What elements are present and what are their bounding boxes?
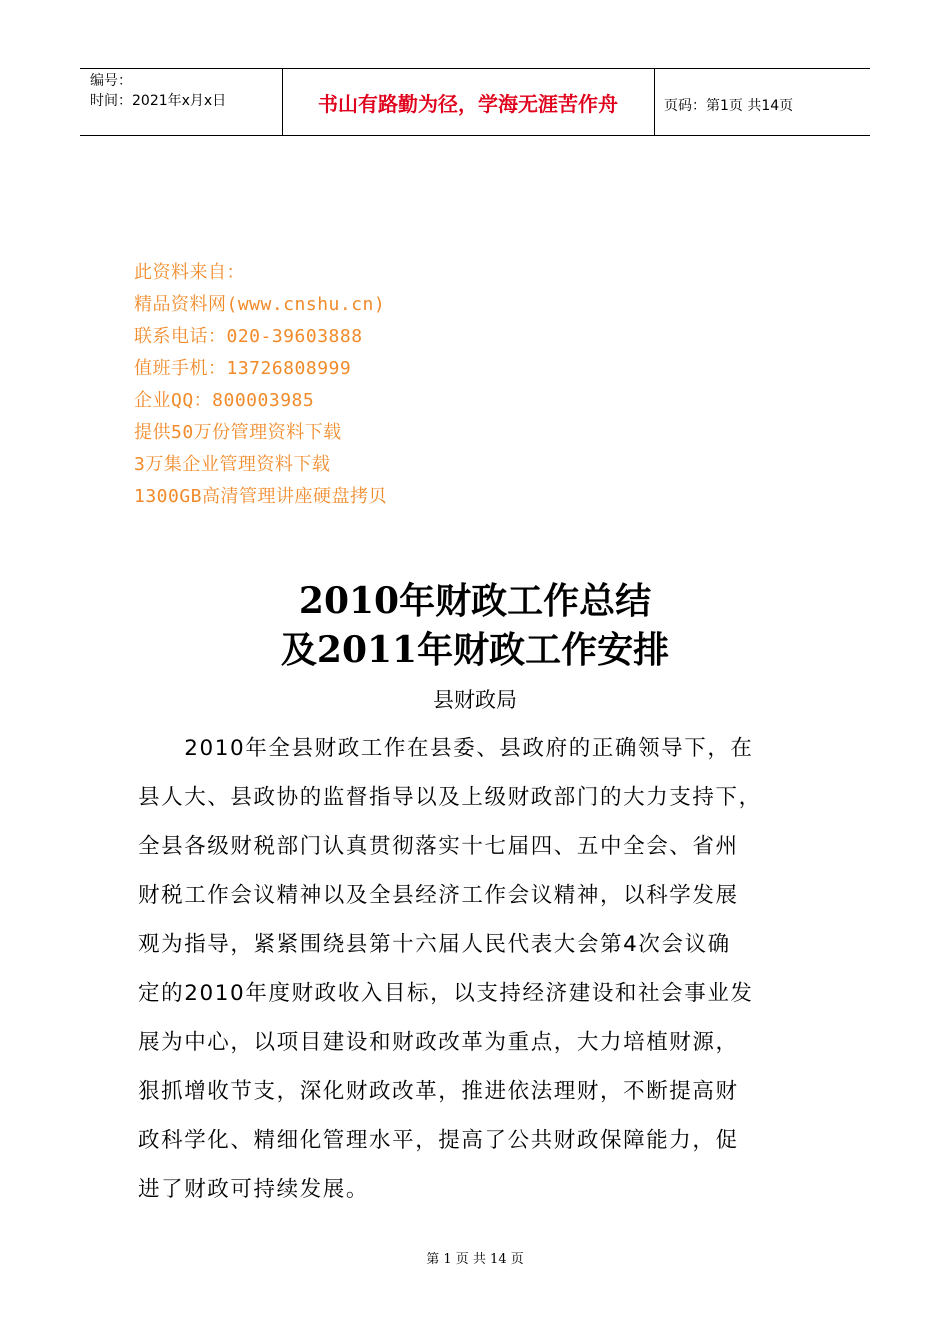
source-line: 1300GB高清管理讲座硬盘拷贝 bbox=[134, 486, 388, 507]
body-text-line: 观为指导，紧紧围绕县第十六届人民代表大会第4次会议确 bbox=[138, 932, 731, 957]
source-line: 提供50万份管理资料下载 bbox=[134, 422, 342, 443]
body-text-line: 县人大、县政协的监督指导以及上级财政部门的大力支持下， bbox=[138, 785, 762, 810]
source-line: 此资料来自： bbox=[134, 262, 245, 283]
header-motto: 书山有路勤为径，学海无涯苦作舟 bbox=[318, 92, 618, 116]
header-bottom-rule bbox=[80, 135, 870, 136]
document-author: 县财政局 bbox=[433, 688, 517, 712]
body-text-line: 全县各级财税部门认真贯彻落实十七届四、五中全会、省州 bbox=[138, 834, 739, 859]
body-text-line: 狠抓增收节支，深化财政改革，推进依法理财，不断提高财 bbox=[138, 1079, 739, 1104]
source-line: 3万集企业管理资料下载 bbox=[134, 454, 331, 475]
header-page-info: 页码：第1页 共14页 bbox=[664, 98, 794, 114]
source-line: 精品资料网(www.cnshu.cn) bbox=[134, 294, 386, 315]
source-line: 联系电话：020-39603888 bbox=[134, 326, 363, 347]
header-time-label: 时间：2021年x月x日 bbox=[90, 93, 227, 109]
page-footer: 第 1 页 共 14 页 bbox=[426, 1252, 524, 1267]
body-text-line: 财税工作会议精神以及全县经济工作会议精神，以科学发展 bbox=[138, 883, 739, 908]
body-text-line: 进了财政可持续发展。 bbox=[138, 1177, 370, 1202]
body-text-line: 政科学化、精细化管理水平，提高了公共财政保障能力，促 bbox=[138, 1128, 739, 1153]
source-line: 值班手机：13726808999 bbox=[134, 358, 352, 379]
header-divider-right bbox=[654, 68, 655, 135]
body-text-line: 2010年全县财政工作在县委、县政府的正确领导下，在 bbox=[138, 736, 754, 761]
header-top-rule bbox=[80, 68, 870, 69]
body-text-line: 定的2010年度财政收入目标，以支持经济建设和社会事业发 bbox=[138, 981, 754, 1006]
header-number-label: 编号： bbox=[90, 73, 132, 89]
document-title-line-2: 及2011年财政工作安排 bbox=[280, 629, 670, 671]
source-line: 企业QQ：800003985 bbox=[134, 390, 315, 411]
document-title-line-1: 2010年财政工作总结 bbox=[298, 580, 652, 622]
body-text-line: 展为中心，以项目建设和财政改革为重点，大力培植财源， bbox=[138, 1030, 739, 1055]
